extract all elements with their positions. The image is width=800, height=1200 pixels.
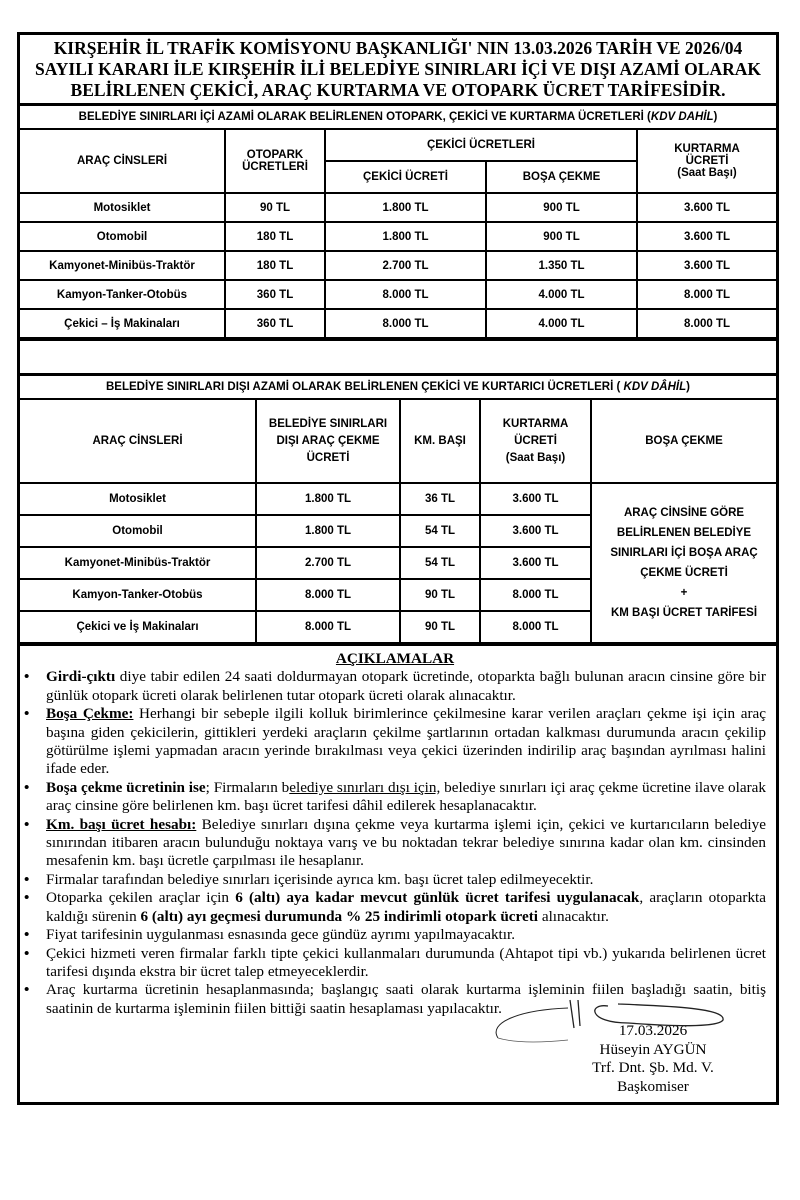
header-outside-tow-fee: BELEDİYE SINIRLARI DIŞI ARAÇ ÇEKME ÜCRETİ	[256, 399, 400, 483]
outside-tow-fee: 1.800 TL	[256, 483, 400, 515]
explanations-title: AÇIKLAMALAR	[335, 650, 455, 667]
document-title: KIRŞEHİR İL TRAFİK KOMİSYONU BAŞKANLIĞI' NIN 13.03.2026 TARİH VE 2026/04 SAYILI KARARI İLE KIRŞEHİR İLİ BELEDİYE SINIRLARI İÇİ VE DIŞI AZAMİ OLARAK BELİRLENEN ÇEKİCİ, ARAÇ KURTARMA VE OTOPARK ÜCRET TARİFESİDİR.	[20, 35, 776, 106]
empty-tow-fee: 4.000 TL	[486, 280, 637, 309]
header-tow-group: ÇEKİCİ ÜCRETLERİ	[325, 129, 637, 161]
empty-tow-fee: 900 TL	[486, 222, 637, 251]
empty-tow-rule: ARAÇ CİNSİNE GÖRE BELİRLENEN BELEDİYE SINIRLARI İÇİ BOŞA ARAÇ ÇEKME ÜCRETİ + KM BAŞI ÜCRET TARİFESİ	[591, 483, 776, 643]
vehicle-type: Otomobil	[20, 515, 256, 547]
list-item: • Fiyat tarifesinin uygulanması esnasında gece gündüz ayrımı yapılmayacaktır.	[24, 926, 766, 944]
header-vehicle: ARAÇ CİNSLERİ	[20, 399, 256, 483]
list-item: • Girdi-çıktı diye tabir edilen 24 saati doldurmayan otopark ücretinde, otoparkta bağlı bulunan aracın cinsine göre bir günlük otopark ücreti olarak belirlenen tutar otopark ücreti olarak alınacaktır.	[24, 668, 766, 705]
header-empty-tow: BOŞA ÇEKME	[486, 161, 637, 193]
list-item: • Otoparka çekilen araçlar için 6 (altı) aya kadar mevcut günlük ücret tarifesi uygulanacak, araçların otoparkta kaldığı sürenin 6 (altı) ayı geçmesi durumunda % 25 indirimli otopark ücreti alınacaktır.	[24, 889, 766, 926]
parking-fee: 90 TL	[225, 193, 325, 222]
list-item: • Firmalar tarafından belediye sınırları içerisinde ayrıca km. başı ücret talep edilmeyecektir.	[24, 871, 766, 889]
vehicle-type: Motosiklet	[20, 483, 256, 515]
recovery-fee: 3.600 TL	[480, 547, 591, 579]
vehicle-type: Motosiklet	[20, 193, 225, 222]
tow-fee: 1.800 TL	[325, 193, 486, 222]
recovery-fee: 3.600 TL	[637, 222, 776, 251]
per-km-fee: 90 TL	[400, 579, 480, 611]
table-row	[20, 222, 776, 251]
recovery-fee: 8.000 TL	[637, 280, 776, 309]
tow-fee: 8.000 TL	[325, 309, 486, 338]
explanations-list	[24, 668, 766, 1018]
outside-tow-fee: 8.000 TL	[256, 579, 400, 611]
header-recovery: KURTARMA ÜCRETİ (Saat Başı)	[637, 129, 776, 193]
parking-fee: 360 TL	[225, 280, 325, 309]
signature-date: 17.03.2026	[618, 1022, 688, 1040]
recovery-fee: 3.600 TL	[637, 193, 776, 222]
explanations-section	[20, 644, 776, 1102]
list-item: • Km. başı ücret hesabı: Belediye sınırları dışına çekme veya kurtarma işlemi için, çekici ve kurtarıcıların belediye sınırından itibaren aracın bulunduğu noktaya varış ve bu noktadan tekrar belediye sınırına kadar olan km. cinsinden mesafenin km. başı ücretle çarpılması ile hesaplanır.	[24, 816, 766, 871]
list-item: • Çekici hizmeti veren firmalar farklı tipte çekici kullanmaları durumunda (Ahtapot tipi vb.) yukarıda belirlenen ücret tarifesi dışında ekstra bir ücret talep etmeyeceklerdir.	[24, 945, 766, 982]
vehicle-type: Çekici ve İş Makinaları	[20, 611, 256, 643]
vehicle-type: Kamyon-Tanker-Otobüs	[20, 579, 256, 611]
recovery-fee: 8.000 TL	[480, 579, 591, 611]
recovery-fee: 8.000 TL	[637, 309, 776, 338]
recovery-fee: 3.600 TL	[480, 483, 591, 515]
outside-tow-fee: 1.800 TL	[256, 515, 400, 547]
table1-caption: BELEDİYE SINIRLARI İÇİ AZAMİ OLARAK BELİRLENEN OTOPARK, ÇEKİCİ VE KURTARMA ÜCRETLERİ (KDV DAHİL)	[20, 106, 776, 129]
signature-block	[568, 1022, 738, 1096]
list-item: • Araç kurtarma ücretinin hesaplanmasında; başlangıç saati olarak kurtarma işleminin fiilen başladığı saatin, bitiş saatinin de kurtarma işleminin fiilen bittiği saatin hesaplaması yapılacaktır.	[24, 981, 766, 1018]
table-separator	[20, 339, 776, 376]
empty-tow-fee: 4.000 TL	[486, 309, 637, 338]
header-empty-tow: BOŞA ÇEKME	[591, 399, 776, 483]
outside-tow-fee: 2.700 TL	[256, 547, 400, 579]
signer-title: Trf. Dnt. Şb. Md. V.	[592, 1059, 714, 1077]
table-row	[20, 251, 776, 280]
vehicle-type: Otomobil	[20, 222, 225, 251]
outside-limits-table	[20, 376, 776, 644]
signer-rank: Başkomiser	[617, 1077, 689, 1095]
empty-tow-fee: 900 TL	[486, 193, 637, 222]
tariff-document	[17, 32, 779, 1105]
header-vehicle: ARAÇ CİNSLERİ	[20, 129, 225, 193]
per-km-fee: 90 TL	[400, 611, 480, 643]
inside-limits-table	[20, 106, 776, 339]
parking-fee: 180 TL	[225, 251, 325, 280]
per-km-fee: 36 TL	[400, 483, 480, 515]
tow-fee: 1.800 TL	[325, 222, 486, 251]
parking-fee: 180 TL	[225, 222, 325, 251]
header-per-km: KM. BAŞI	[400, 399, 480, 483]
list-item: • Boşa Çekme: Herhangi bir sebeple ilgili kolluk birimlerince çekilmesine karar verilen araçları çekme işi için araç başına giden çekicilerin, gittikleri yerdeki araçların çekilme şartlarının ortadan kalkması durumunda aracın çekilip götürülme işlemi yapmadan aracın yerinde bırakılması veya çekici üzerinden indirilip araç başından ayrılması halini ifade eder.	[24, 705, 766, 779]
per-km-fee: 54 TL	[400, 547, 480, 579]
parking-fee: 360 TL	[225, 309, 325, 338]
outside-tow-fee: 8.000 TL	[256, 611, 400, 643]
vehicle-type: Çekici – İş Makinaları	[20, 309, 225, 338]
recovery-fee: 3.600 TL	[637, 251, 776, 280]
recovery-fee: 8.000 TL	[480, 611, 591, 643]
empty-tow-fee: 1.350 TL	[486, 251, 637, 280]
table-row	[20, 193, 776, 222]
signer-name: Hüseyin AYGÜN	[599, 1040, 707, 1058]
header-recovery: KURTARMA ÜCRETİ (Saat Başı)	[480, 399, 591, 483]
header-parking: OTOPARK ÜCRETLERİ	[225, 129, 325, 193]
table-row	[20, 309, 776, 338]
tow-fee: 2.700 TL	[325, 251, 486, 280]
table-row	[20, 483, 776, 515]
list-item: • Boşa çekme ücretinin ise; Firmaların belediye sınırları dışı için, belediye sınırları içi araç çekme ücretine ilave olarak araç cinsine göre belirlenen km. başı ücret tarifesi dâhil edilerek hesaplanacaktır.	[24, 779, 766, 816]
header-tow-fee: ÇEKİCİ ÜCRETİ	[325, 161, 486, 193]
recovery-fee: 3.600 TL	[480, 515, 591, 547]
table2-caption: BELEDİYE SINIRLARI DIŞI AZAMİ OLARAK BELİRLENEN ÇEKİCİ VE KURTARICI ÜCRETLERİ ( KDV DÂHİL)	[20, 376, 776, 399]
vehicle-type: Kamyonet-Minibüs-Traktör	[20, 547, 256, 579]
tow-fee: 8.000 TL	[325, 280, 486, 309]
table-row	[20, 280, 776, 309]
vehicle-type: Kamyon-Tanker-Otobüs	[20, 280, 225, 309]
per-km-fee: 54 TL	[400, 515, 480, 547]
vehicle-type: Kamyonet-Minibüs-Traktör	[20, 251, 225, 280]
